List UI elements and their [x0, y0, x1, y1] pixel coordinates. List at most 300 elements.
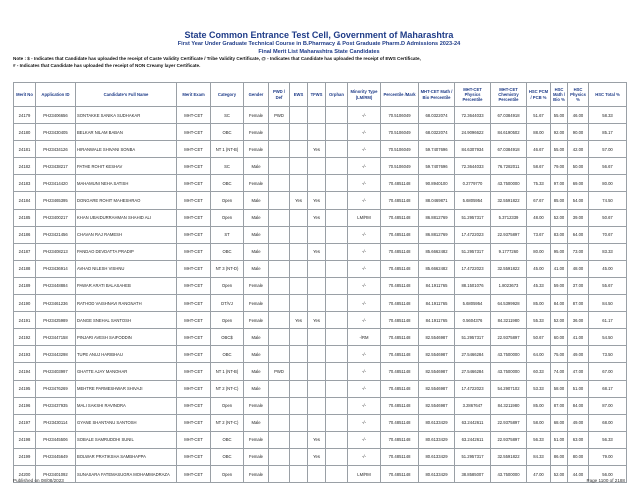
table-row [14, 277, 627, 294]
table-cell: 50.67 [527, 329, 551, 346]
column-header: Merit Exam [177, 83, 211, 107]
table-cell: 41.00 [568, 329, 589, 346]
table-cell [269, 175, 290, 192]
table-cell: 79.00 [589, 448, 627, 465]
table-cell [326, 124, 348, 141]
table-cell [269, 209, 290, 226]
table-cell [308, 295, 326, 312]
table-cell: 24180 [14, 124, 36, 141]
table-cell: MHT-CET [177, 141, 211, 158]
table-cell: Male [244, 380, 269, 397]
table-cell [269, 124, 290, 141]
table-cell: OBC [211, 346, 244, 363]
merit-list-table [13, 82, 627, 483]
table-row [14, 397, 627, 414]
table-cell: 88.00 [527, 124, 551, 141]
table-cell: 24190 [14, 295, 36, 312]
table-cell: PH23401092 [36, 465, 76, 482]
table-row [14, 448, 627, 465]
table-cell: 74.50 [589, 192, 627, 209]
table-row [14, 243, 627, 260]
table-cell: -/- [348, 260, 381, 277]
table-cell: 55.67 [589, 277, 627, 294]
table-cell [308, 124, 326, 141]
table-cell: 46.00 [568, 107, 589, 124]
table-cell [269, 329, 290, 346]
table-row [14, 192, 627, 209]
table-cell: PH23438217 [36, 158, 76, 175]
table-cell: MHT-CET [177, 363, 211, 380]
table-cell: -/- [348, 107, 381, 124]
column-header: Category [211, 83, 244, 107]
table-cell: 57.00 [589, 141, 627, 158]
table-cell: 73.50 [589, 346, 627, 363]
table-cell: Yes [308, 448, 326, 465]
table-cell [290, 277, 308, 294]
table-cell [308, 465, 326, 482]
table-cell: 1.8023673 [491, 277, 527, 294]
table-cell: 55.00 [551, 107, 568, 124]
column-header: Gender [244, 83, 269, 107]
table-cell: OBC [211, 243, 244, 260]
table-cell: Female [244, 431, 269, 448]
table-cell: Male [244, 260, 269, 277]
table-cell: Female [244, 295, 269, 312]
table-cell [290, 448, 308, 465]
table-cell: PH23425989 [36, 312, 76, 329]
table-cell: MHT-CET [177, 260, 211, 277]
table-cell: 5.6805954 [455, 295, 491, 312]
table-cell: 82.5546987 [419, 329, 455, 346]
table-cell: Open [211, 397, 244, 414]
table-cell [326, 158, 348, 175]
table-cell: -/- [348, 226, 381, 243]
table-cell: 58.00 [527, 414, 551, 431]
table-cell [326, 414, 348, 431]
table-cell [290, 414, 308, 431]
table-cell: Open [211, 192, 244, 209]
column-header: Merit No [14, 83, 36, 107]
table-cell [269, 465, 290, 482]
table-cell [269, 141, 290, 158]
table-cell: 52.00 [551, 465, 568, 482]
table-cell: 67.00 [589, 363, 627, 380]
table-cell: 59.00 [551, 277, 568, 294]
table-cell [269, 158, 290, 175]
table-cell: 70.4851148 [381, 346, 419, 363]
table-cell: 82.5546987 [419, 346, 455, 363]
table-cell: 24179 [14, 107, 36, 124]
table-cell: Male [244, 209, 269, 226]
column-header: MHT-CET Chemistry Percentile [491, 83, 527, 107]
table-cell: -/- [348, 175, 381, 192]
table-cell [269, 397, 290, 414]
table-cell [326, 295, 348, 312]
page-number: Page 1100 of 2188 [586, 478, 625, 483]
table-cell: 22.9375897 [491, 414, 527, 431]
table-cell: LM/RM [348, 209, 381, 226]
table-cell [308, 380, 326, 397]
table-cell: 60.33 [527, 363, 551, 380]
table-cell: 63.2442611 [455, 431, 491, 448]
table-cell: PH23403997 [36, 363, 76, 380]
table-cell: PH23448884 [36, 277, 76, 294]
table-cell: 86.8812769 [419, 209, 455, 226]
table-cell [290, 107, 308, 124]
table-cell: 85.00 [527, 295, 551, 312]
table-cell: 82.5546987 [419, 363, 455, 380]
table-cell: 22.9375897 [491, 431, 527, 448]
table-cell [308, 260, 326, 277]
table-cell: 64.5399928 [491, 295, 527, 312]
table-cell [326, 277, 348, 294]
table-cell [290, 329, 308, 346]
table-cell: 95.00 [551, 243, 568, 260]
table-row [14, 380, 627, 397]
table-cell: Male [244, 414, 269, 431]
table-cell [269, 380, 290, 397]
table-row [14, 465, 627, 482]
table-cell [326, 448, 348, 465]
table-cell: 24189 [14, 277, 36, 294]
table-cell: Open [211, 465, 244, 482]
table-cell [290, 141, 308, 158]
table-cell: 84.1911765 [419, 312, 455, 329]
table-cell: SC [211, 107, 244, 124]
table-cell: 68.00 [589, 414, 627, 431]
column-header: TFWS [308, 83, 326, 107]
table-cell [269, 431, 290, 448]
table-cell: 61.17 [589, 312, 627, 329]
table-cell: 70.4851148 [381, 414, 419, 431]
table-cell: 84.3211980 [491, 312, 527, 329]
table-cell: PH23445649 [36, 448, 76, 465]
table-cell: 50.67 [589, 209, 627, 226]
candidate-name-cell: DANGE SNEHAL SANTOSH [76, 312, 177, 329]
table-row [14, 107, 627, 124]
table-cell: PH23430114 [36, 414, 76, 431]
table-cell: 70.4851148 [381, 243, 419, 260]
table-cell [269, 226, 290, 243]
candidate-name-cell: MEHTRE PARMESHWAR SHIVAJI [76, 380, 177, 397]
table-cell: 84.3211980 [491, 397, 527, 414]
candidate-name-cell: MAHAMUNI NEHA SATISH [76, 175, 177, 192]
table-cell: -/- [348, 124, 381, 141]
table-cell: -/- [348, 414, 381, 431]
table-cell: 84.00 [568, 397, 589, 414]
table-cell: 70.4851148 [381, 192, 419, 209]
table-cell: 43.7500000 [491, 175, 527, 192]
table-cell: 17.4722023 [455, 380, 491, 397]
table-cell: 51.00 [568, 380, 589, 397]
table-row [14, 431, 627, 448]
table-cell: PH23406656 [36, 107, 76, 124]
table-cell: PH23437935 [36, 397, 76, 414]
table-cell: 22.9375897 [491, 329, 527, 346]
table-cell: 70.4851148 [381, 175, 419, 192]
table-row [14, 363, 627, 380]
table-cell: 52.00 [551, 209, 568, 226]
table-cell: 58.00 [551, 380, 568, 397]
table-cell: MHT-CET [177, 107, 211, 124]
table-cell: 3.2867647 [455, 397, 491, 414]
table-cell: 82.5546987 [419, 397, 455, 414]
table-cell [290, 260, 308, 277]
candidate-name-cell: AVHAD NILESH VISHNU [76, 260, 177, 277]
table-cell: PH23408213 [36, 243, 76, 260]
table-cell: 52.00 [551, 312, 568, 329]
table-cell: OBC [211, 431, 244, 448]
table-cell: 70.4851148 [381, 277, 419, 294]
page-header [0, 29, 638, 56]
table-cell: NT 2 (NT-C) [211, 414, 244, 431]
table-cell: 24183 [14, 175, 36, 192]
table-cell: 24199 [14, 448, 36, 465]
candidate-name-cell: SUNASARA FATEMASUGRA MOHAMMADRAZA [76, 465, 177, 482]
table-cell [326, 175, 348, 192]
table-cell: 63.2442611 [455, 414, 491, 431]
table-cell: 68.17 [589, 380, 627, 397]
candidate-name-cell: BELKAR NILAM BABAN [76, 124, 177, 141]
candidate-name-cell: CHAVAN RAJ RAMESH [76, 226, 177, 243]
table-cell: 85.17 [589, 124, 627, 141]
table-cell [308, 329, 326, 346]
table-cell: Female [244, 107, 269, 124]
table-cell: PH23445506 [36, 431, 76, 448]
table-cell: 24192 [14, 329, 36, 346]
table-cell: Female [244, 448, 269, 465]
table-cell: 70.4851148 [381, 363, 419, 380]
table-cell: 80.6133429 [419, 431, 455, 448]
column-header: Percentile /Mark [381, 83, 419, 107]
table-cell: 51.00 [551, 431, 568, 448]
candidate-name-cell: PAWAR ARATI BALASAHEB [76, 277, 177, 294]
table-cell: 76.7282011 [491, 158, 527, 175]
table-cell: 24193 [14, 346, 36, 363]
table-cell: MHT-CET [177, 465, 211, 482]
table-cell: -/- [348, 380, 381, 397]
table-cell [326, 346, 348, 363]
table-cell: PH23443298 [36, 346, 76, 363]
table-cell: 0.2779770 [455, 175, 491, 192]
table-cell: 24191 [14, 312, 36, 329]
table-cell: 5.6805954 [455, 192, 491, 209]
table-cell: Male [244, 363, 269, 380]
column-header: HSC Math / Bio % [551, 83, 568, 107]
candidate-name-cell: GHATTE AJAY MANOHAR [76, 363, 177, 380]
note-line-1: Note : $ - Indicates that Candidate has uploaded the receipt of Caste Validity Certificate / Tribe Validity Certificate, @ - Indicates that Candidate has uploaded the receipt of EWS Certificate, [13, 56, 421, 61]
table-cell: 59.7407696 [419, 158, 455, 175]
table-cell [326, 431, 348, 448]
note-line-2: # - Indicates that Candidate has uploaded the receipt of NON Creamy layer Certificate. [13, 62, 201, 68]
table-cell: 49.00 [568, 346, 589, 363]
table-row [14, 260, 627, 277]
table-cell: -/- [348, 141, 381, 158]
table-cell: 24194 [14, 363, 36, 380]
table-cell: 24181 [14, 141, 36, 158]
table-row [14, 414, 627, 431]
table-cell: 53.33 [527, 380, 551, 397]
table-cell: 90.8940100 [419, 175, 455, 192]
table-cell: OBC [211, 448, 244, 465]
table-cell [290, 295, 308, 312]
table-cell: 68.0322074 [419, 107, 455, 124]
table-cell: DT/VJ [211, 295, 244, 312]
table-cell: NT 1 (NT-B) [211, 141, 244, 158]
table-cell: 54.2907102 [491, 380, 527, 397]
table-cell [290, 380, 308, 397]
table-cell: 64.00 [568, 226, 589, 243]
table-cell: 24182 [14, 158, 36, 175]
table-cell: -/- [348, 312, 381, 329]
table-cell: 70.4851148 [381, 465, 419, 482]
table-cell: 48.00 [527, 209, 551, 226]
table-cell: MHT-CET [177, 175, 211, 192]
candidate-name-cell: KHAN UBAIDURRAHMAN SHAHID ALI [76, 209, 177, 226]
table-cell: 70.4851148 [381, 329, 419, 346]
table-cell: 85.6662482 [419, 260, 455, 277]
table-cell [326, 260, 348, 277]
table-cell: PH23447158 [36, 329, 76, 346]
table-cell: 32.5591822 [491, 448, 527, 465]
table-cell [326, 465, 348, 482]
table-cell: -/- [348, 295, 381, 312]
table-cell [326, 243, 348, 260]
table-cell: 24195 [14, 380, 36, 397]
table-cell: 80.6133429 [419, 465, 455, 482]
table-cell: PH23461236 [36, 295, 76, 312]
table-cell: 51.2957317 [455, 243, 491, 260]
table-cell [290, 158, 308, 175]
table-cell: 87.00 [551, 397, 568, 414]
table-cell: 24196 [14, 397, 36, 414]
table-cell: 70.4851148 [381, 312, 419, 329]
table-cell: 39.00 [568, 209, 589, 226]
table-cell [269, 243, 290, 260]
column-header: MHT-CET Math / Bio Percentile [419, 83, 455, 107]
table-cell [269, 260, 290, 277]
table-cell: 75.33 [527, 175, 551, 192]
table-cell: NT 3 (NT-D) [211, 260, 244, 277]
table-cell: 70.5106049 [381, 107, 419, 124]
table-cell: Yes [290, 312, 308, 329]
table-cell: -/RM [348, 329, 381, 346]
table-cell: 50.00 [568, 158, 589, 175]
table-cell: 27.5466284 [455, 346, 491, 363]
table-cell: 47.00 [568, 363, 589, 380]
candidate-name-cell: MALI SAKSHI RAVINDRA [76, 397, 177, 414]
table-cell: 84.6190502 [491, 124, 527, 141]
table-cell: 45.00 [589, 260, 627, 277]
column-header: HSC Total % [589, 83, 627, 107]
table-cell: 83.00 [551, 226, 568, 243]
table-cell: 59.7407696 [419, 141, 455, 158]
table-cell: MHT-CET [177, 124, 211, 141]
table-cell: MHT-CET [177, 226, 211, 243]
table-cell [290, 465, 308, 482]
table-cell [326, 363, 348, 380]
table-cell: 79.00 [551, 158, 568, 175]
table-cell: Yes [308, 209, 326, 226]
table-cell: 56.67 [589, 158, 627, 175]
table-header-row [14, 83, 627, 107]
table-cell: MHT-CET [177, 312, 211, 329]
table-cell: 36.00 [568, 312, 589, 329]
candidate-name-cell: RATHOD VAISHNAVI RANGNATH [76, 295, 177, 312]
table-cell: MHT-CET [177, 295, 211, 312]
table-cell: 43.7500000 [491, 465, 527, 482]
candidate-name-cell: BOLWAR PRATIKSHA SAMBHAPPA [76, 448, 177, 465]
table-cell: 17.4722023 [455, 260, 491, 277]
table-cell: OBC [211, 124, 244, 141]
table-cell: Yes [308, 312, 326, 329]
table-cell: 58.33 [589, 107, 627, 124]
table-cell: Male [244, 243, 269, 260]
page-title: State Common Entrance Test Cell, Government of Maharashtra [184, 30, 454, 40]
table-cell: 51.2957317 [455, 329, 491, 346]
table-cell: PH23400217 [36, 209, 76, 226]
table-cell: 44.00 [568, 465, 589, 482]
column-header: Application ID [36, 83, 76, 107]
table-cell: MHT-CET [177, 209, 211, 226]
table-cell [308, 175, 326, 192]
table-cell: PWD [269, 363, 290, 380]
table-cell: OBC [211, 175, 244, 192]
table-cell: 51.67 [527, 107, 551, 124]
table-cell: 97.00 [551, 175, 568, 192]
table-cell: 67.67 [527, 192, 551, 209]
table-cell: 69.00 [568, 175, 589, 192]
table-cell: 9.1777260 [491, 243, 527, 260]
table-cell: SC [211, 158, 244, 175]
table-cell [269, 414, 290, 431]
table-cell: 43.7500000 [491, 346, 527, 363]
table-cell: 84.00 [551, 295, 568, 312]
table-cell: 70.4851148 [381, 260, 419, 277]
table-cell: 70.4851148 [381, 295, 419, 312]
table-cell: -/- [348, 363, 381, 380]
table-cell: 84.1911765 [419, 295, 455, 312]
table-cell: -/- [348, 448, 381, 465]
table-cell: Female [244, 397, 269, 414]
table-cell [269, 448, 290, 465]
table-cell: MHT-CET [177, 448, 211, 465]
column-header: EWS [290, 83, 308, 107]
table-cell: PH23434126 [36, 141, 76, 158]
table-cell: MHT-CET [177, 431, 211, 448]
table-cell [326, 192, 348, 209]
table-cell: 70.4851148 [381, 209, 419, 226]
table-cell: 84.33 [527, 448, 551, 465]
table-cell: Yes [308, 243, 326, 260]
table-cell: MHT-CET [177, 346, 211, 363]
table-cell: 75.00 [551, 346, 568, 363]
table-cell: Male [244, 158, 269, 175]
table-cell: 64.00 [527, 346, 551, 363]
table-cell: 70.4851148 [381, 448, 419, 465]
table-cell: Male [244, 192, 269, 209]
table-cell: Open [211, 277, 244, 294]
table-cell: 70.4851148 [381, 380, 419, 397]
table-cell: 45.33 [527, 277, 551, 294]
table-cell [290, 346, 308, 363]
table-cell: MHT-CET [177, 414, 211, 431]
table-cell: Yes [308, 192, 326, 209]
table-cell [308, 363, 326, 380]
table-cell: 22.9375897 [491, 226, 527, 243]
table-cell: 86.8812769 [419, 226, 455, 243]
table-cell: PH23476269 [36, 380, 76, 397]
